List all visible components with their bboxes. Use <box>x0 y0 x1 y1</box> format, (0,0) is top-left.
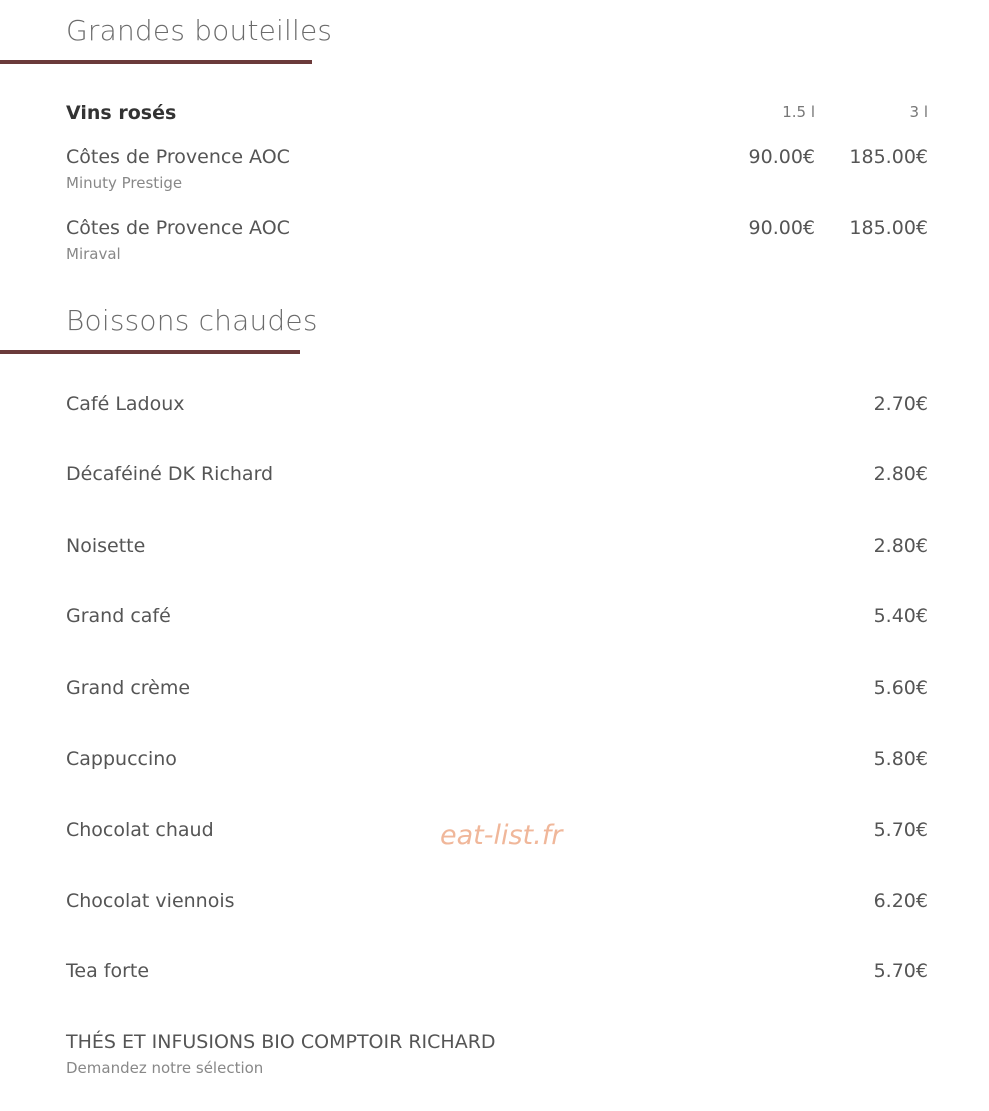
section-underline <box>0 60 312 64</box>
price-1-5l: 90.00€ <box>748 146 815 168</box>
section-title-grandes-bouteilles: Grandes bouteilles <box>66 14 333 47</box>
menu-item <box>66 535 928 563</box>
wine-name: Côtes de Provence AOC <box>66 146 290 168</box>
column-header-1-5l: 1.5 l <box>782 103 815 121</box>
menu-item <box>66 463 928 491</box>
category-heading-vins-roses: Vins rosés <box>66 102 177 124</box>
column-header-3l: 3 l <box>909 103 928 121</box>
watermark-eat-list: eat-list.fr <box>440 820 563 851</box>
menu-item-price: 5.80€ <box>873 748 928 770</box>
price-1-5l: 90.00€ <box>748 217 815 239</box>
menu-item-price: 2.80€ <box>873 535 928 557</box>
menu-item-price: 5.40€ <box>873 605 928 627</box>
menu-item <box>66 393 928 421</box>
price-3l: 185.00€ <box>849 217 928 239</box>
menu-item <box>66 890 928 918</box>
wine-producer: Minuty Prestige <box>66 174 183 192</box>
menu-item-price: 5.60€ <box>873 677 928 699</box>
menu-item-name: Noisette <box>66 535 146 557</box>
tea-selection-title: THÉS ET INFUSIONS BIO COMPTOIR RICHARD <box>66 1031 496 1053</box>
menu-item-price: 2.70€ <box>873 393 928 415</box>
menu-item-name: Chocolat chaud <box>66 819 214 841</box>
menu-item-price: 2.80€ <box>873 463 928 485</box>
menu-item <box>66 677 928 705</box>
menu-item-price: 5.70€ <box>873 819 928 841</box>
price-3l: 185.00€ <box>849 146 928 168</box>
menu-item <box>66 960 928 988</box>
menu-item-name: Décaféiné DK Richard <box>66 463 274 485</box>
menu-item <box>66 605 928 633</box>
wine-name: Côtes de Provence AOC <box>66 217 290 239</box>
section-underline <box>0 350 300 354</box>
menu-item-name: Grand café <box>66 605 171 627</box>
tea-selection-note: Demandez notre sélection <box>66 1059 264 1077</box>
menu-item <box>66 748 928 776</box>
section-title-boissons-chaudes: Boissons chaudes <box>66 304 318 337</box>
menu-item-name: Café Ladoux <box>66 393 185 415</box>
wine-producer: Miraval <box>66 245 121 263</box>
menu-item-name: Tea forte <box>66 960 150 982</box>
menu-item-name: Grand crème <box>66 677 191 699</box>
menu-item-price: 6.20€ <box>873 890 928 912</box>
menu-item-name: Chocolat viennois <box>66 890 235 912</box>
menu-item-name: Cappuccino <box>66 748 177 770</box>
menu-item-price: 5.70€ <box>873 960 928 982</box>
